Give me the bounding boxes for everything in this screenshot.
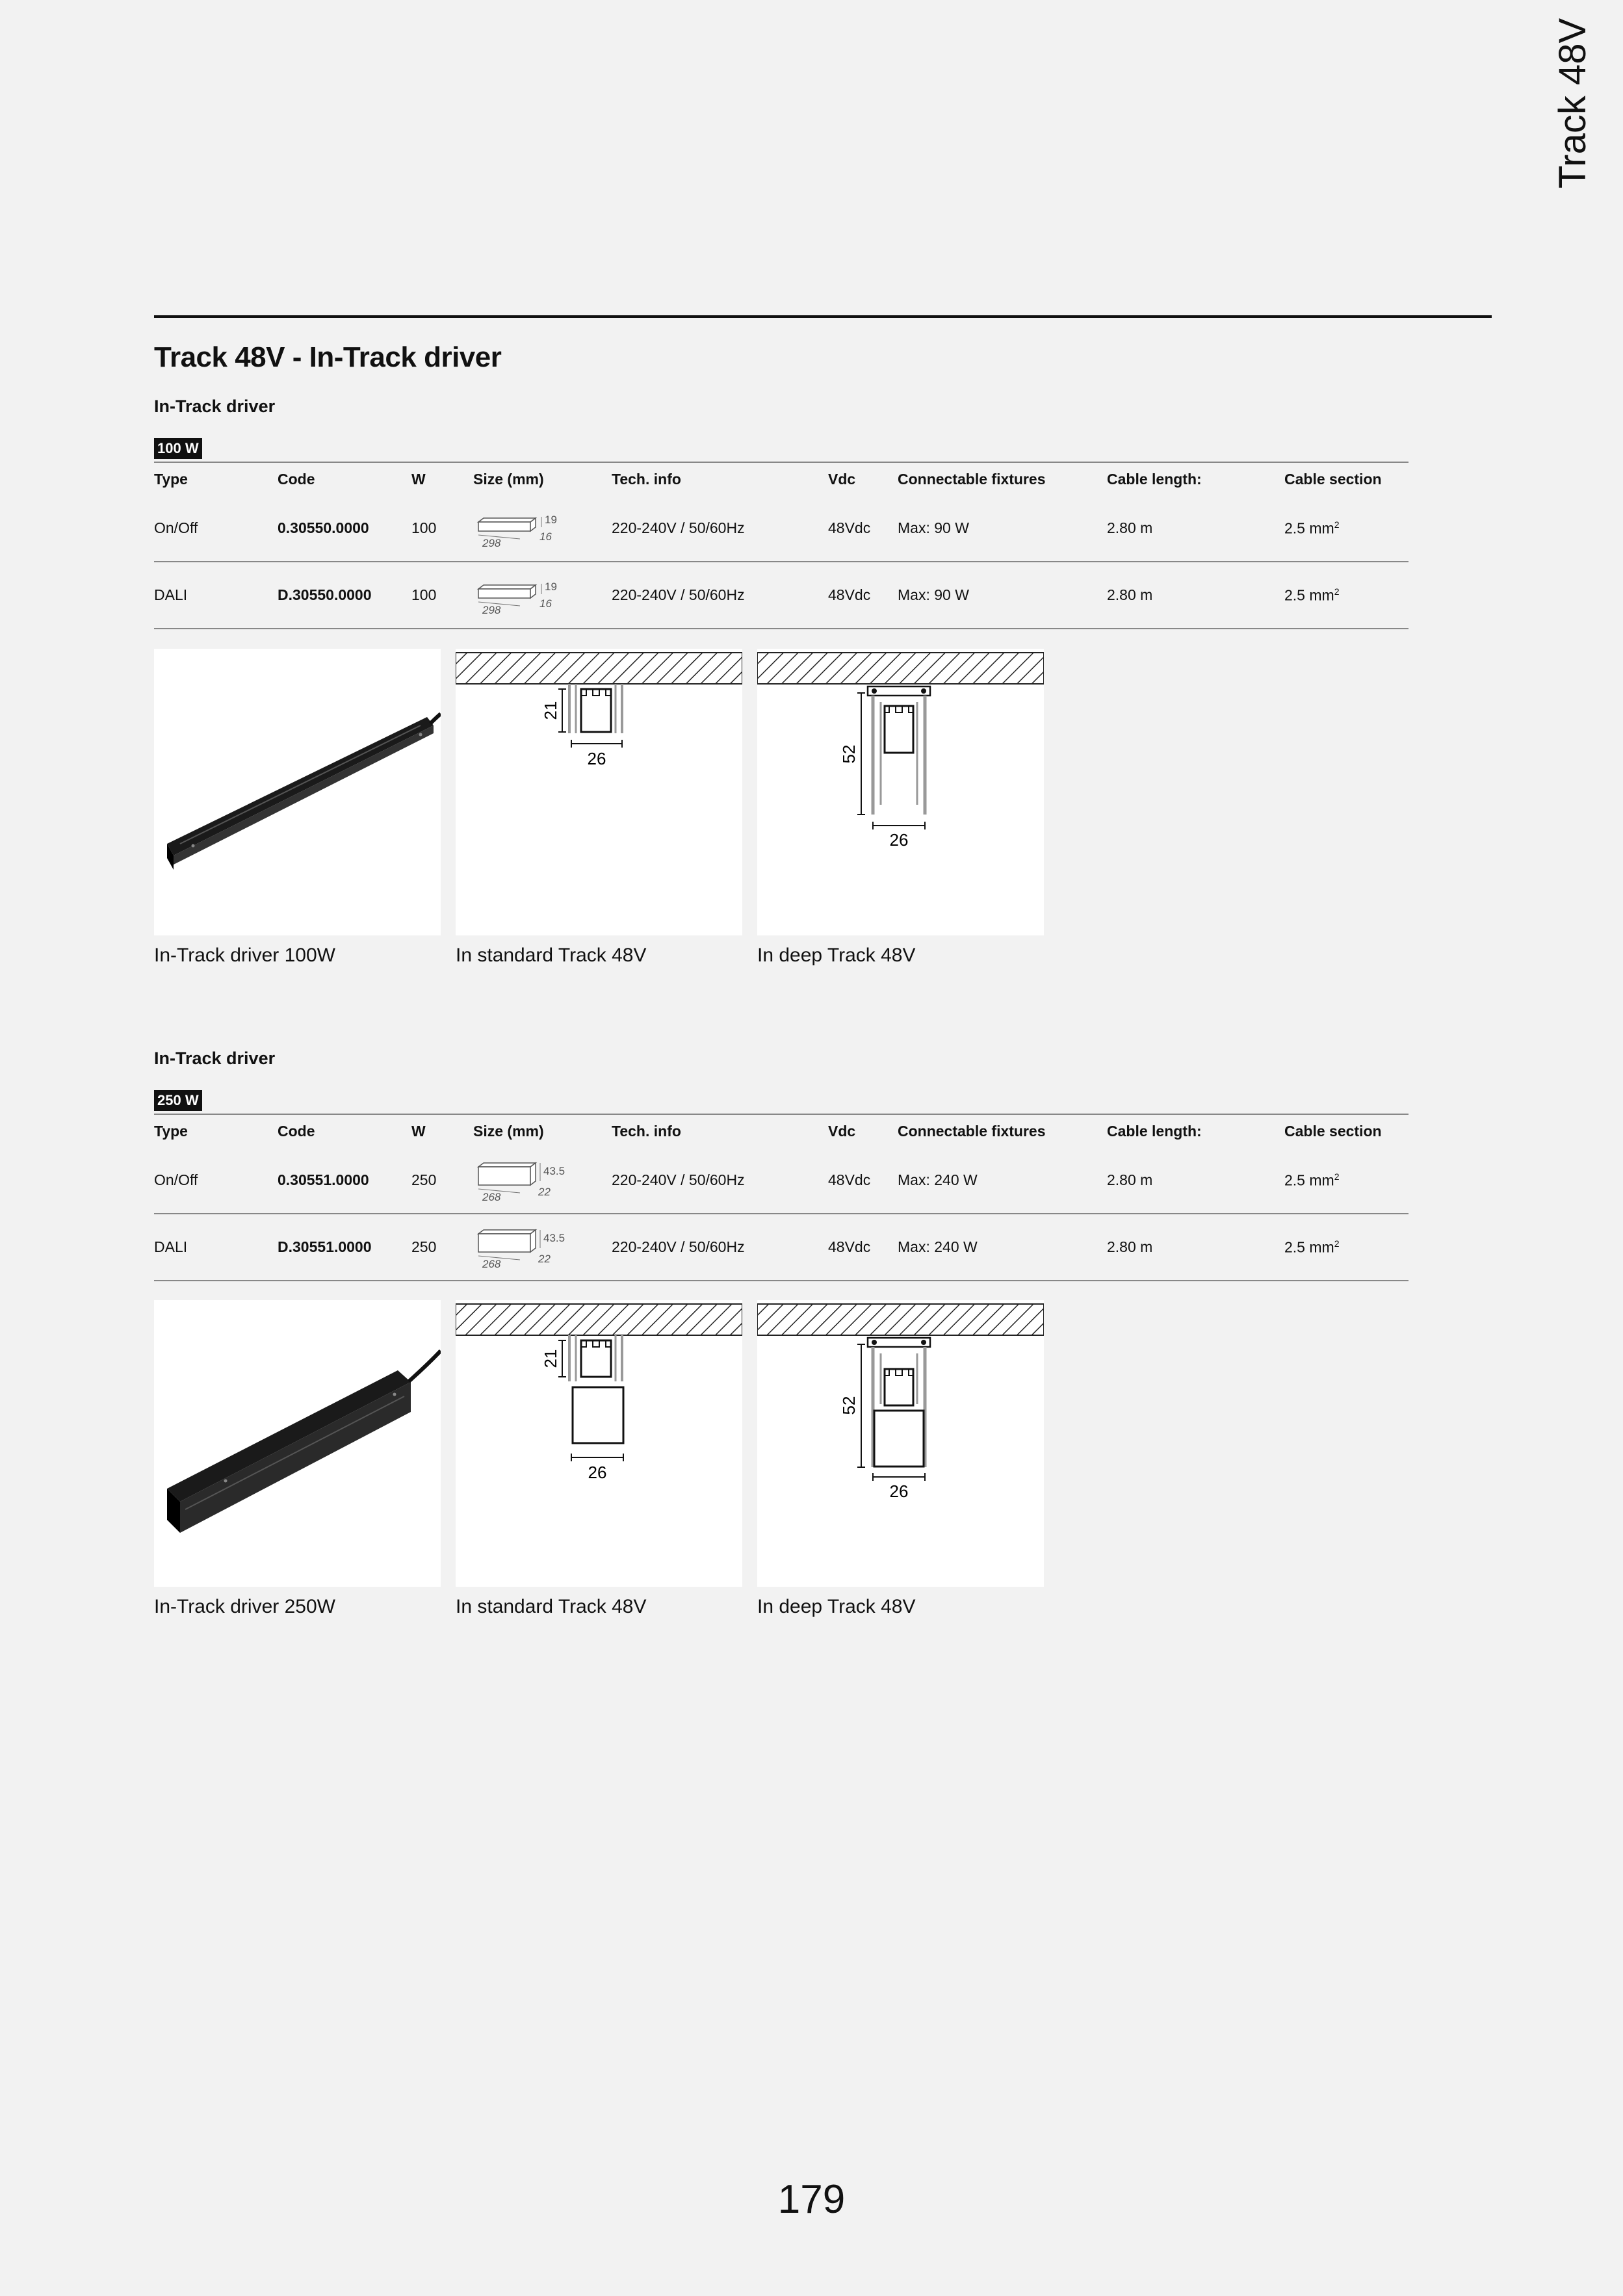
diagram-standard-250w xyxy=(456,1300,742,1587)
cell-size xyxy=(473,1214,612,1281)
size-height: 43.5 xyxy=(543,1231,565,1244)
section-title: In-Track driver xyxy=(154,397,276,416)
table-header-row xyxy=(154,1114,1409,1147)
cell-vdc: 48Vdc xyxy=(828,562,898,629)
height-dimension: 21 xyxy=(541,1349,560,1368)
header-rule xyxy=(154,315,1492,318)
size-box-icon xyxy=(473,1158,584,1203)
table-row xyxy=(154,562,1409,629)
header-tech: Tech. info xyxy=(612,1122,681,1140)
header-fixtures: Connectable fixtures xyxy=(898,1122,1046,1140)
caption-product: In-Track driver 250W xyxy=(154,1596,335,1617)
width-dimension: 26 xyxy=(587,749,606,768)
width-dimension: 26 xyxy=(588,1463,607,1482)
cell-cable-length: 2.80 m xyxy=(1107,562,1284,629)
size-length: 298 xyxy=(482,603,501,615)
size-length: 298 xyxy=(482,536,501,548)
diagram-standard-100w xyxy=(456,649,742,935)
size-width: 22 xyxy=(538,1185,551,1198)
cell-code: D.30550.0000 xyxy=(278,562,411,629)
cell-w: 100 xyxy=(411,562,473,629)
header-cable-length: Cable length: xyxy=(1107,470,1202,488)
cell-code: D.30551.0000 xyxy=(278,1214,411,1281)
cell-type: DALI xyxy=(154,562,278,629)
header-cable-length: Cable length: xyxy=(1107,1122,1202,1140)
cell-cable-section xyxy=(1284,562,1409,629)
size-width: 22 xyxy=(538,1252,551,1265)
cell-cable-section xyxy=(1284,495,1409,562)
caption-standard: In standard Track 48V xyxy=(456,945,647,966)
cable-section-sup: 2 xyxy=(1334,1238,1340,1249)
diagram-deep-100w xyxy=(757,649,1044,935)
cell-fixtures: Max: 240 W xyxy=(898,1147,1107,1214)
header-cable-section: Cable section xyxy=(1284,470,1382,488)
table-row xyxy=(154,1214,1409,1281)
size-width: 16 xyxy=(539,597,552,610)
height-dimension: 52 xyxy=(839,744,859,764)
cell-fixtures: Max: 90 W xyxy=(898,495,1107,562)
header-vdc: Vdc xyxy=(828,1122,856,1140)
cell-code: 0.30551.0000 xyxy=(278,1147,411,1214)
cell-vdc: 48Vdc xyxy=(828,1147,898,1214)
cell-w: 250 xyxy=(411,1147,473,1214)
cable-section-value: 2.5 mm xyxy=(1284,1238,1334,1256)
width-dimension: 26 xyxy=(889,1481,909,1501)
cell-type: On/Off xyxy=(154,1147,278,1214)
caption-standard: In standard Track 48V xyxy=(456,1596,647,1617)
cell-cable-length: 2.80 m xyxy=(1107,1214,1284,1281)
cell-vdc: 48Vdc xyxy=(828,1214,898,1281)
header-code: Code xyxy=(278,1122,315,1140)
cell-cable-length: 2.80 m xyxy=(1107,495,1284,562)
cell-size xyxy=(473,562,612,629)
side-tab-label: Track 48V xyxy=(1552,18,1594,189)
header-cable-section: Cable section xyxy=(1284,1122,1382,1140)
cell-type: DALI xyxy=(154,1214,278,1281)
cell-cable-section xyxy=(1284,1147,1409,1214)
cell-size xyxy=(473,495,612,562)
cell-cable-section xyxy=(1284,1214,1409,1281)
size-height: 19 xyxy=(545,580,557,593)
size-width: 16 xyxy=(539,530,552,543)
cell-tech: 220-240V / 50/60Hz xyxy=(612,495,828,562)
table-row xyxy=(154,1147,1409,1214)
cable-section-sup: 2 xyxy=(1334,1171,1340,1182)
cell-w: 250 xyxy=(411,1214,473,1281)
caption-product: In-Track driver 100W xyxy=(154,945,335,966)
header-w: W xyxy=(411,1122,426,1140)
size-box-icon xyxy=(473,509,584,548)
cell-cable-length: 2.80 m xyxy=(1107,1147,1284,1214)
product-photo-250w xyxy=(154,1300,441,1587)
caption-deep: In deep Track 48V xyxy=(757,945,916,966)
page-number: 179 xyxy=(777,2177,846,2222)
cell-tech: 220-240V / 50/60Hz xyxy=(612,1214,828,1281)
cable-section-value: 2.5 mm xyxy=(1284,1171,1334,1189)
header-type: Type xyxy=(154,470,188,488)
page-title: Track 48V - In-Track driver xyxy=(154,341,502,373)
size-length: 268 xyxy=(482,1257,501,1270)
table-row xyxy=(154,495,1409,562)
cell-type: On/Off xyxy=(154,495,278,562)
width-dimension: 26 xyxy=(889,830,909,850)
header-size: Size (mm) xyxy=(473,1122,544,1140)
cell-tech: 220-240V / 50/60Hz xyxy=(612,562,828,629)
product-photo-100w xyxy=(154,649,441,935)
height-dimension: 52 xyxy=(839,1396,859,1415)
header-fixtures: Connectable fixtures xyxy=(898,470,1046,488)
cable-section-value: 2.5 mm xyxy=(1284,586,1334,604)
cable-section-sup: 2 xyxy=(1334,519,1340,530)
size-length: 268 xyxy=(482,1190,501,1203)
cell-fixtures: Max: 90 W xyxy=(898,562,1107,629)
header-vdc: Vdc xyxy=(828,470,856,488)
cell-vdc: 48Vdc xyxy=(828,495,898,562)
cable-section-sup: 2 xyxy=(1334,586,1340,597)
size-height: 43.5 xyxy=(543,1164,565,1177)
cell-tech: 220-240V / 50/60Hz xyxy=(612,1147,828,1214)
size-box-icon xyxy=(473,1225,584,1270)
cell-w: 100 xyxy=(411,495,473,562)
header-w: W xyxy=(411,470,426,488)
diagram-deep-250w xyxy=(757,1300,1044,1587)
cell-code: 0.30550.0000 xyxy=(278,495,411,562)
cell-size xyxy=(473,1147,612,1214)
power-badge: 100 W xyxy=(154,438,202,459)
header-type: Type xyxy=(154,1122,188,1140)
header-size: Size (mm) xyxy=(473,470,544,488)
spec-table xyxy=(154,1114,1409,1281)
size-height: 19 xyxy=(545,513,557,526)
height-dimension: 21 xyxy=(541,701,560,720)
caption-deep: In deep Track 48V xyxy=(757,1596,916,1617)
cell-fixtures: Max: 240 W xyxy=(898,1214,1107,1281)
header-tech: Tech. info xyxy=(612,470,681,488)
header-code: Code xyxy=(278,470,315,488)
power-badge: 250 W xyxy=(154,1090,202,1111)
spec-table xyxy=(154,462,1409,629)
table-header-row xyxy=(154,462,1409,495)
size-box-icon xyxy=(473,576,584,615)
section-title: In-Track driver xyxy=(154,1049,276,1068)
cable-section-value: 2.5 mm xyxy=(1284,519,1334,537)
